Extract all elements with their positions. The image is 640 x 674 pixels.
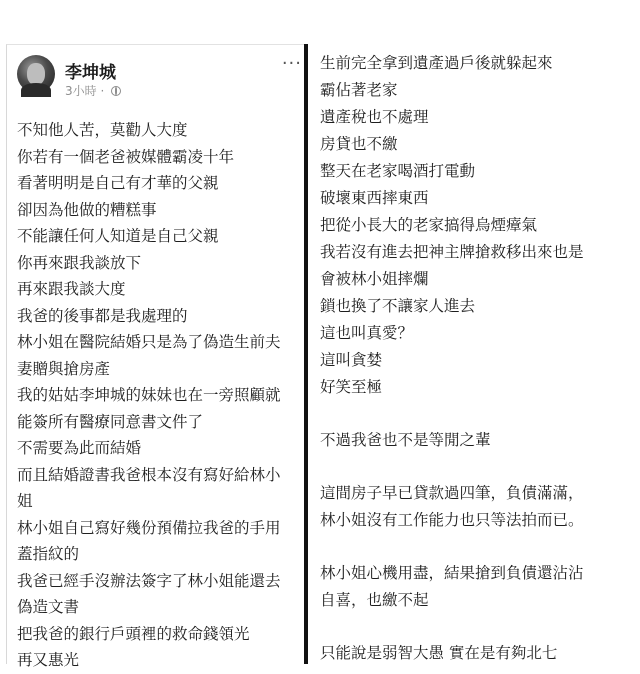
text-line: 蓋指紋的 bbox=[17, 545, 80, 563]
text-line: 看著明明是自己有才華的父親 bbox=[17, 174, 219, 192]
avatar-face bbox=[27, 63, 45, 85]
globe-icon bbox=[111, 86, 121, 96]
text-line: 破壞東西摔東西 bbox=[320, 189, 429, 207]
post-meta[interactable] bbox=[65, 82, 121, 99]
avatar[interactable] bbox=[17, 55, 55, 93]
text-line: 把我爸的銀行戶頭裡的救命錢領光 bbox=[17, 624, 250, 643]
post-text-left bbox=[17, 117, 303, 674]
text-line: 整天在老家喝酒打電動 bbox=[320, 162, 476, 180]
text-line: 這也叫真愛？ bbox=[320, 324, 414, 342]
text-line: 不知他人苦，莫勸人大度 bbox=[17, 121, 188, 139]
text-line bbox=[320, 534, 638, 560]
text-line: 生前完全拿到遺產過戶後就躲起來 bbox=[320, 54, 553, 72]
text-line: 姐 bbox=[17, 492, 33, 510]
text-line: 卻因為他做的糟糕事 bbox=[17, 200, 157, 219]
top-margin bbox=[0, 0, 640, 40]
text-line bbox=[320, 614, 638, 640]
text-line bbox=[320, 401, 638, 427]
panel-divider bbox=[304, 44, 308, 664]
text-line: 好笑至極 bbox=[320, 378, 383, 396]
text-line: 再又惠光 bbox=[17, 651, 80, 669]
text-line bbox=[320, 454, 638, 480]
text-line: 我若沒有進去把神主牌搶救移出來也是 bbox=[320, 243, 584, 261]
text-line: 林小姐在醫院結婚只是為了偽造生前夫 bbox=[17, 333, 281, 351]
text-line: 我爸的後事都是我處理的 bbox=[17, 306, 188, 325]
text-line: 妻贈與搶房產 bbox=[17, 359, 111, 378]
text-line: 把從小長大的老家搞得烏煙瘴氣 bbox=[320, 216, 538, 234]
text-line: 我的姑姑李坤城的妹妹也在一旁照顧就 bbox=[17, 386, 281, 404]
post-time[interactable]: 3小時 bbox=[65, 84, 97, 98]
time-separator: · bbox=[100, 84, 105, 98]
post-panel-right bbox=[312, 40, 638, 660]
text-line: 會被林小姐摔爛 bbox=[320, 270, 429, 288]
text-line: 自喜，也繳不起 bbox=[320, 591, 429, 609]
text-line: 這間房子早已貸款過四筆，負債滿滿， bbox=[320, 484, 584, 502]
text-line: 遺產稅也不處理 bbox=[320, 108, 429, 126]
text-line: 不過我爸也不是等閒之輩 bbox=[320, 431, 491, 449]
text-line: 鎖也換了不讓家人進去 bbox=[320, 297, 476, 315]
text-line: 林小姐心機用盡，結果搶到負債還沾沾 bbox=[320, 564, 584, 582]
text-line: 只能說是弱智大愚 實在是有夠北七 bbox=[320, 644, 558, 662]
text-line: 能簽所有醫療同意書文件了 bbox=[17, 412, 204, 431]
text-line: 你若有一個老爸被媒體霸凌十年 bbox=[17, 147, 235, 166]
post-header bbox=[17, 55, 302, 101]
post-panel-left bbox=[6, 44, 304, 669]
text-line: 這叫貪婪 bbox=[320, 351, 383, 369]
text-line: 你再來跟我談放下 bbox=[17, 253, 142, 272]
text-line: 不能讓任何人知道是自己父親 bbox=[17, 227, 219, 245]
text-line: 我爸已經手沒辦法簽字了林小姐能還去 bbox=[17, 571, 281, 590]
text-line: 偽造文書 bbox=[17, 598, 80, 616]
text-line: 房貸也不繳 bbox=[320, 135, 398, 153]
author-name[interactable]: 李坤城 bbox=[65, 63, 116, 83]
text-line: 林小姐自己寫好幾份預備拉我爸的手用 bbox=[17, 518, 281, 537]
text-line: 而且結婚證書我爸根本沒有寫好給林小 bbox=[17, 465, 281, 484]
text-line: 林小姐沒有工作能力也只等法拍而已。 bbox=[320, 511, 584, 529]
more-options-icon[interactable]: ··· bbox=[281, 53, 302, 74]
text-line: 霸佔著老家 bbox=[320, 81, 398, 99]
text-line: 再來跟我談大度 bbox=[17, 280, 126, 298]
avatar-shoulders bbox=[21, 83, 51, 97]
text-line: 不需要為此而結婚 bbox=[17, 439, 142, 457]
post-text-right bbox=[320, 50, 638, 667]
